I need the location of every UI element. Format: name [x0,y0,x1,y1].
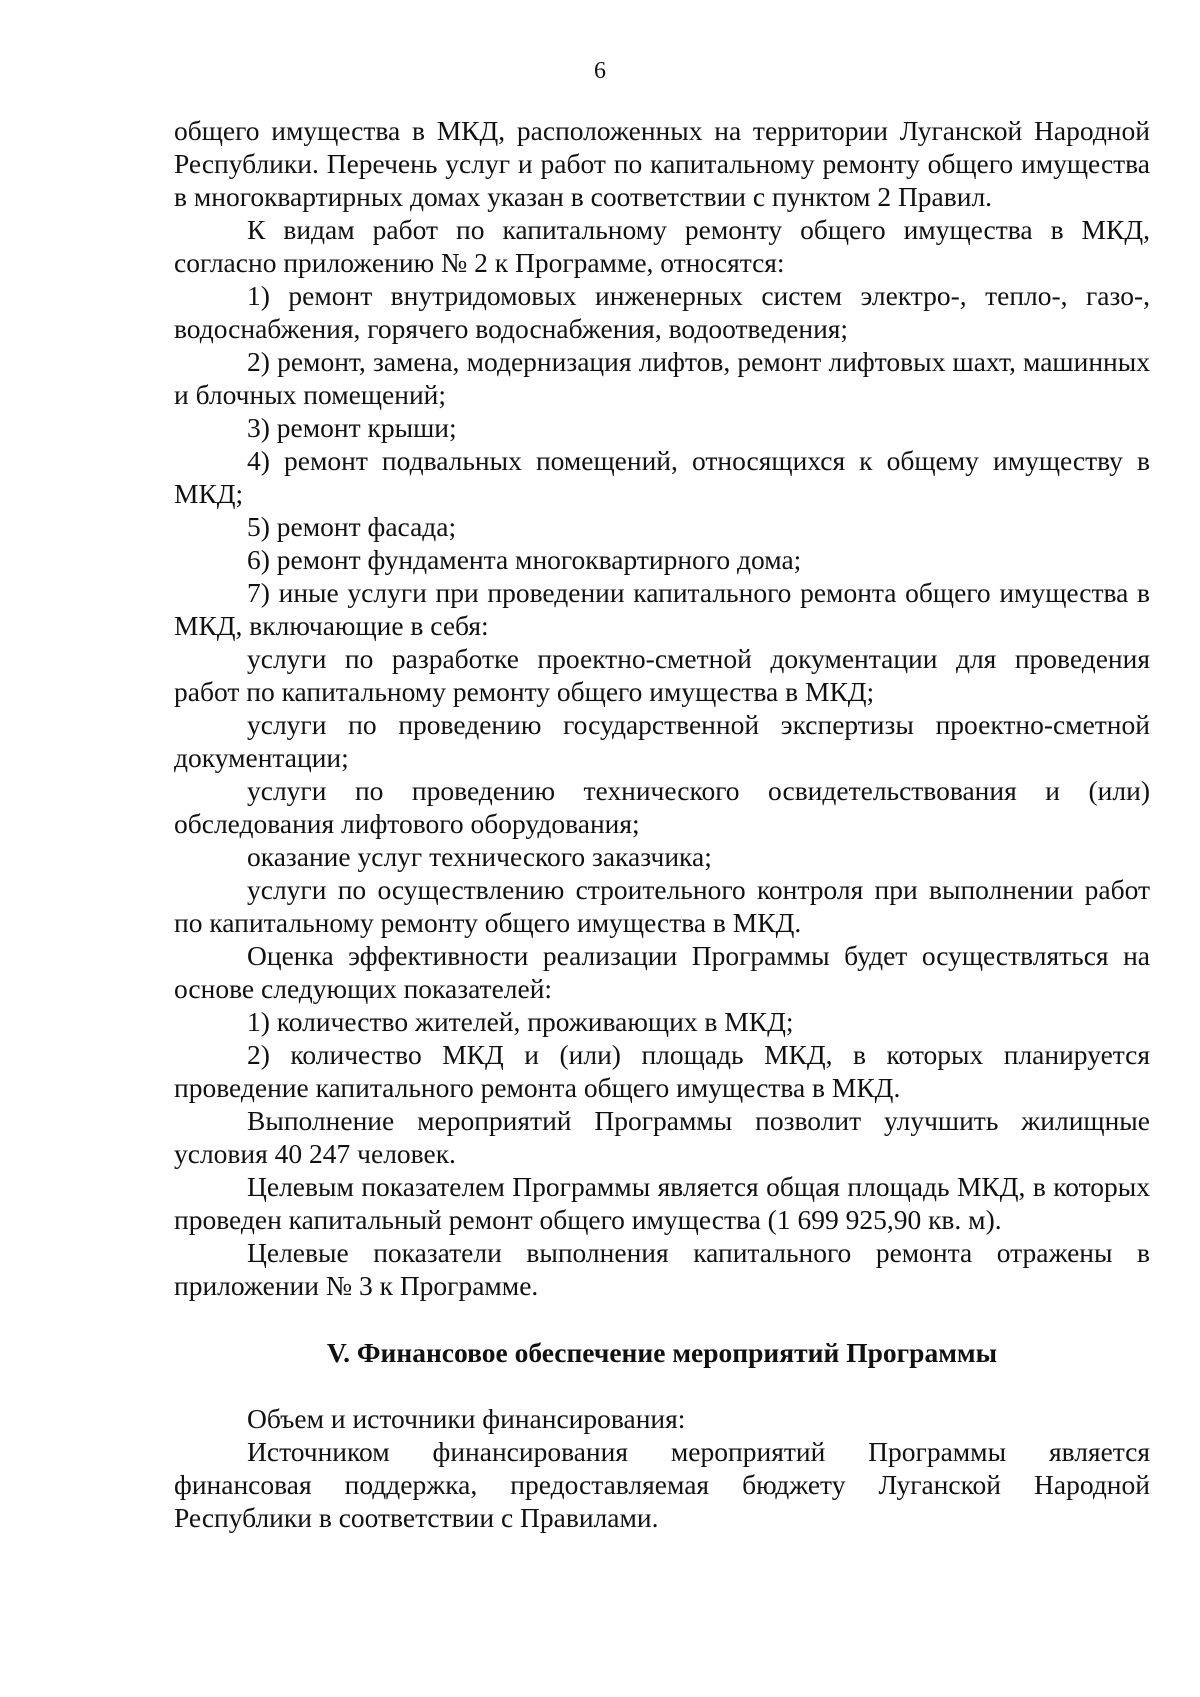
paragraph: Объем и источники финансирования: [247,1403,686,1434]
list-item: 1) количество жителей, проживающих в МКД; [247,1006,794,1037]
list-item: услуги по осуществлению строительного контроля при выполнении работ по капитальному ремонту общего имущества в МКД. [174,874,1150,938]
list-item: 5) ремонт фасада; [247,511,457,542]
list-item: 2) ремонт, замена, модернизация лифтов, ремонт лифтовых шахт, машинных и блочных помещений; [174,346,1150,410]
paragraph: Оценка эффективности реализации Программы будет осуществляться на основе следующих показателей: [174,940,1150,1004]
section-heading: V. Финансовое обеспечение мероприятий Программы [326,1337,998,1368]
list-item: оказание услуг технического заказчика; [247,841,712,872]
list-item: услуги по разработке проектно-сметной документации для проведения работ по капитальному ремонту общего имущества в МКД; [174,643,1150,707]
list-item: 1) ремонт внутридомовых инженерных систем электро-, тепло-, газо-, водоснабжения, горячего водоснабжения, водоотведения; [174,280,1150,344]
paragraph: Выполнение мероприятий Программы позволит улучшить жилищные условия 40 247 человек. [174,1105,1150,1169]
list-item: 2) количество МКД и (или) площадь МКД, в которых планируется проведение капитального ремонта общего имущества в МКД. [174,1039,1150,1103]
list-item: услуги по проведению государственной экспертизы проектно-сметной документации; [174,709,1150,773]
paragraph: общего имущества в МКД, расположенных на территории Луганской Народной Республики. Перечень услуг и работ по капитальному ремонту общего имущества в многоквартирных домах указан в соответствии с пунктом 2 Правил. [174,115,1150,212]
document-body [174,114,1150,1534]
paragraph: Целевым показателем Программы является общая площадь МКД, в которых проведен капитальный ремонт общего имущества (1 699 925,90 кв. м). [174,1171,1150,1235]
page-number: 6 [594,58,606,84]
list-item: 3) ремонт крыши; [247,412,457,443]
paragraph: Целевые показатели выполнения капитального ремонта отражены в приложении № 3 к Программе. [174,1237,1150,1301]
paragraph: К видам работ по капитальному ремонту общего имущества в МКД, согласно приложению № 2 к Программе, относятся: [174,214,1150,278]
list-item: 7) иные услуги при проведении капитального ремонта общего имущества в МКД, включающие в себя: [174,577,1150,641]
list-item: 6) ремонт фундамента многоквартирного дома; [247,544,802,575]
list-item: услуги по проведению технического освидетельствования и (или) обследования лифтового оборудования; [174,775,1150,839]
list-item: 4) ремонт подвальных помещений, относящихся к общему имуществу в МКД; [174,445,1150,509]
paragraph: Источником финансирования мероприятий Программы является финансовая поддержка, предоставляемая бюджету Луганской Народной Республики в соответствии с Правилами. [174,1436,1150,1533]
